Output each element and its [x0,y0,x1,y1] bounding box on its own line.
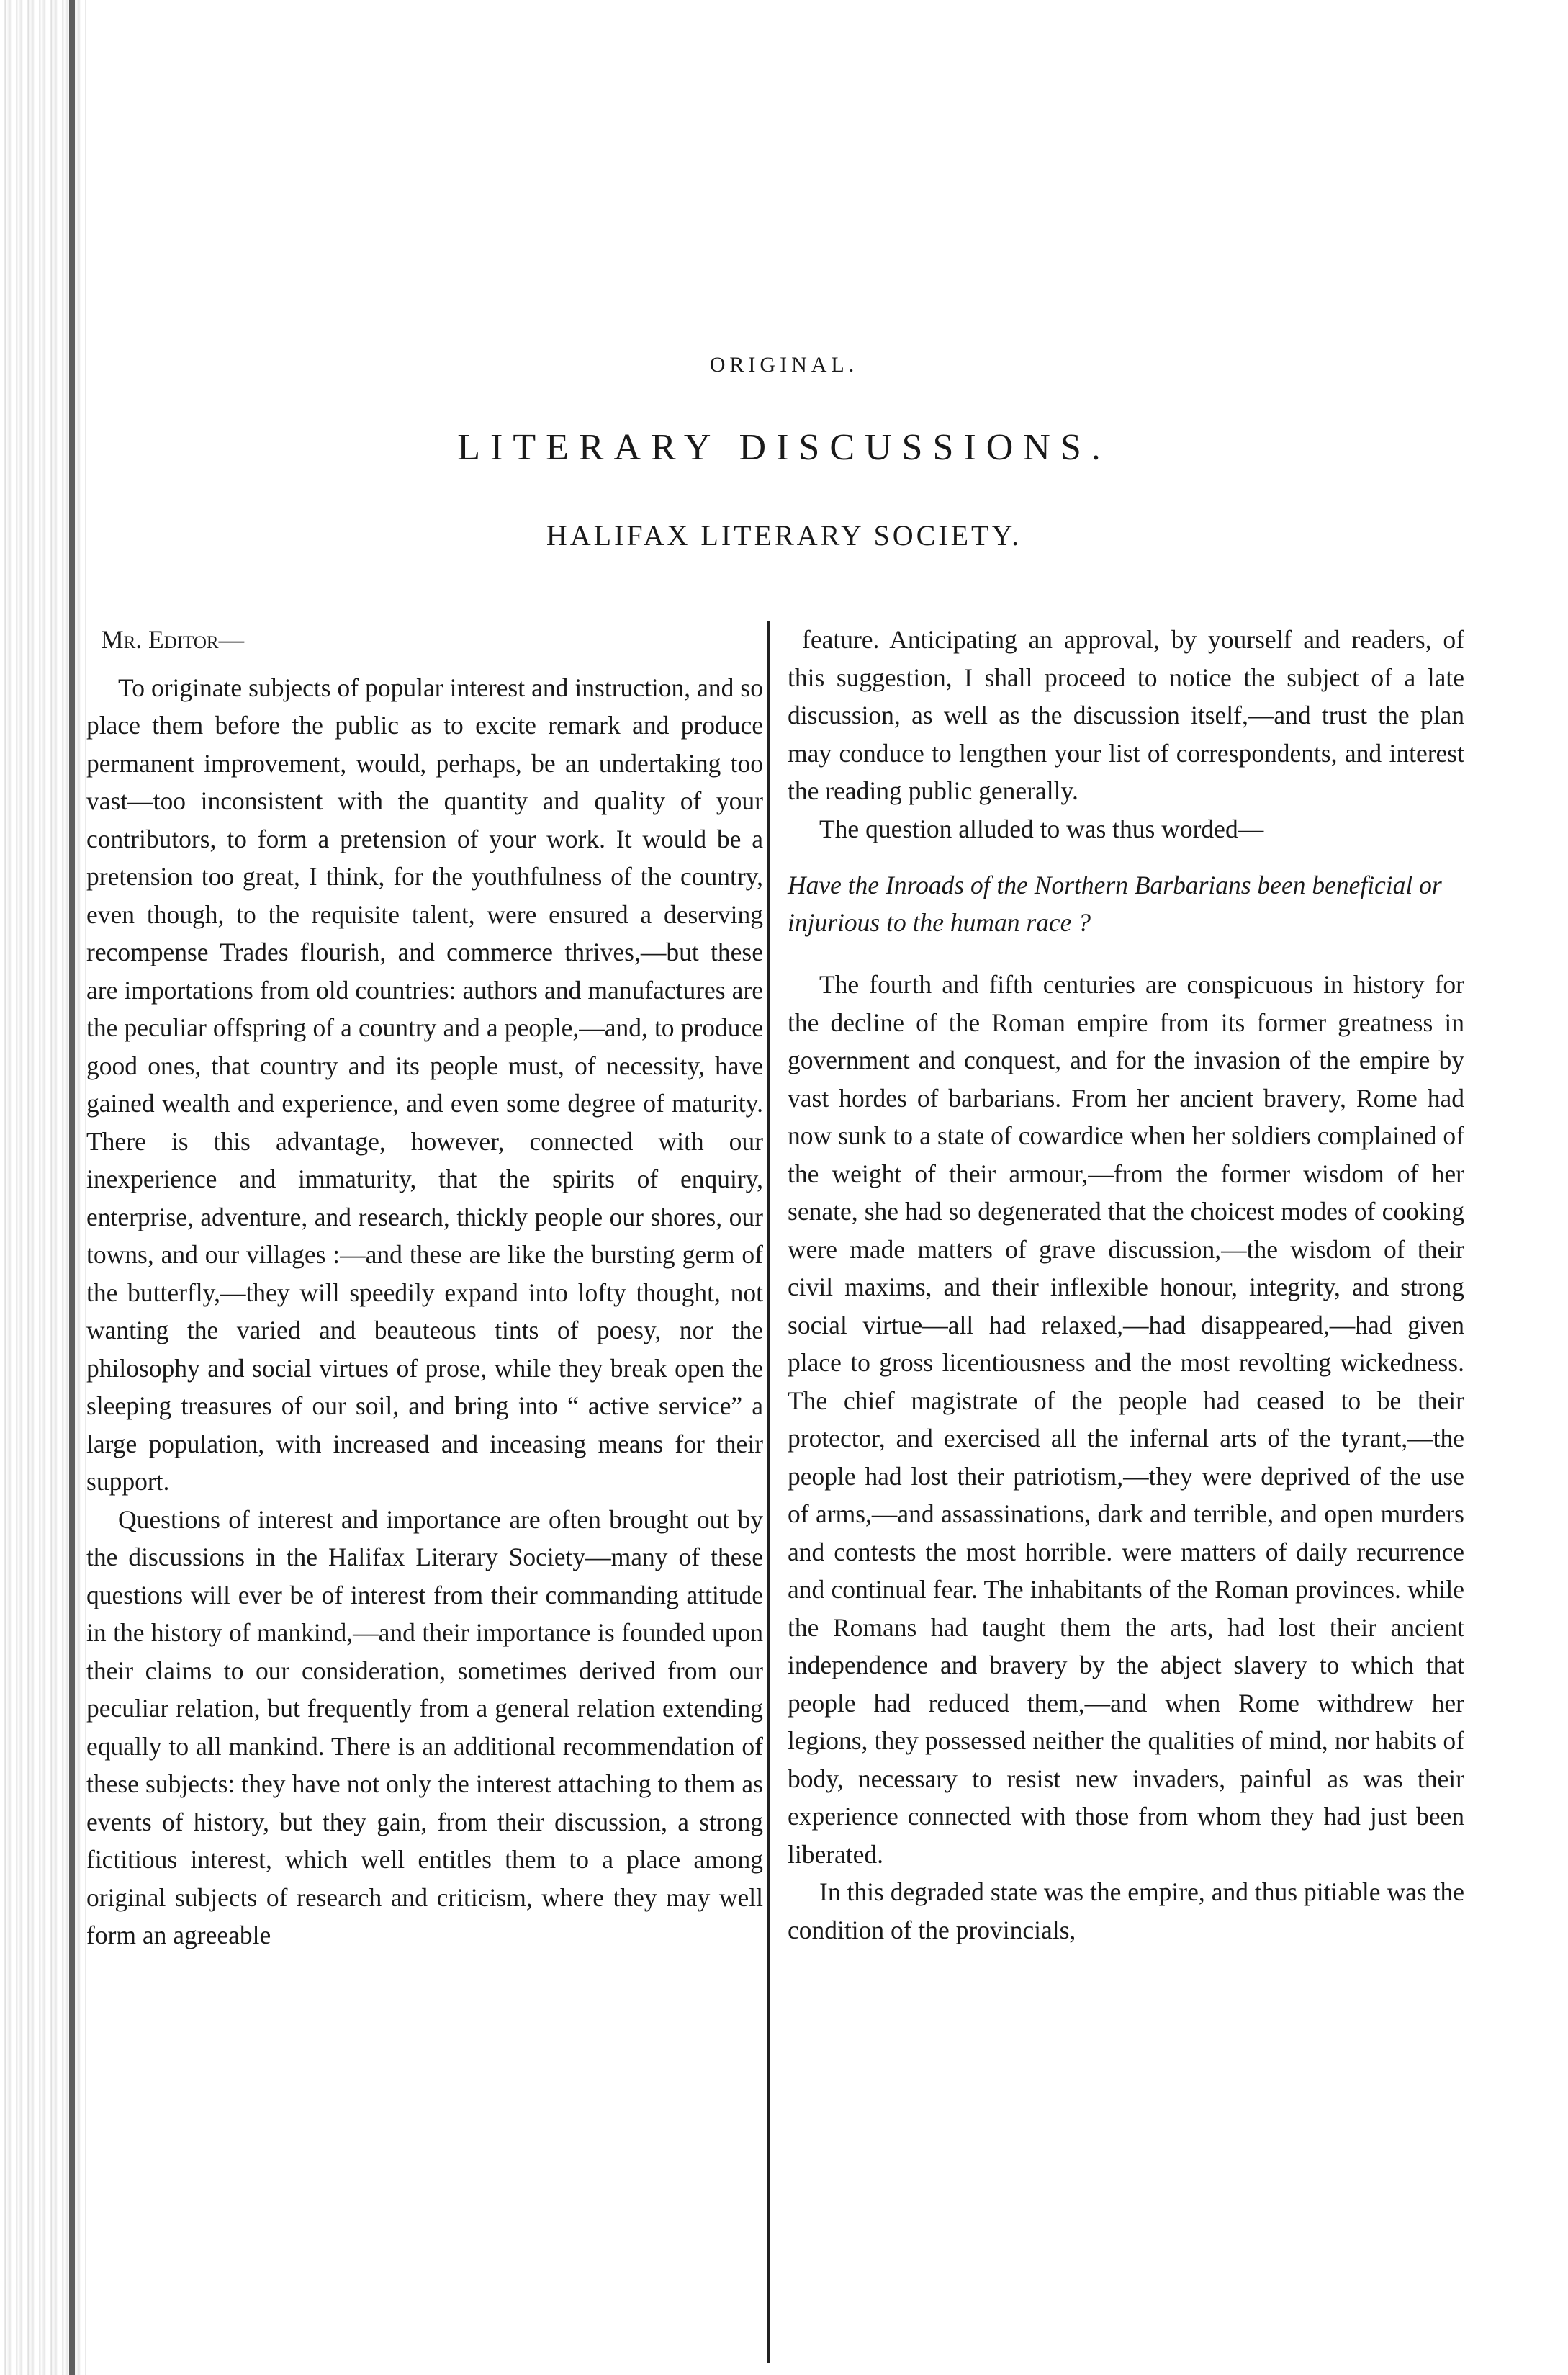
debate-question: Have the Inroads of the Northern Barbarians been beneficial or injurious to the human race ? [788,871,1442,937]
paragraph: Questions of interest and importance are often brought out by the discussions in the Halifax Literary Society—many of these questions will ever be of interest from their commanding attitude in the history of mankind,—and their importance is founded upon their claims to our consideration, sometimes derived from our peculiar relation, but frequently from a general relation extending equally to all mankind. There is an additional recommendation of these subjects: they have not only the interest attaching to them as events of history, but they gain, from their discussion, a strong fictitious interest, which well entitles them to a place among original subjects of research and criticism, where they may well form an agreeable [86,1504,763,1949]
paragraph: To originate subjects of popular interest and instruction, and so place them before the public as to excite remark and produce permanent improvement, would, perhaps, be an undertaking too vast—too inconsistent with the quantity and quality of your contributors, to form a pretension of your work. It would be a pretension too great, I think, for the youthfulness of the country, even though, to the requisite talent, were ensured a deserving recompense Trades flourish, and commerce thrives,—but these are importations from old countries: authors and manufactures are the peculiar offspring of a country and a people,—and, to produce good ones, that country and its people must, of necessity, have gained wealth and experience, and even some degree of maturity. There is this advantage, however, connected with our inexperience and immaturity, that the spirits of enquiry, enterprise, adventure, and research, thickly people our shores, our towns, and our villages :—and these are like the bursting germ of the butterfly,—they will speedily expand into lofty thought, not wanting the varied and beauteous tints of poesy, nor the philosophy and social virtues of prose, while they break open the sleeping treasures of our soil, and bring into “ active service” a large population, with increased and inceasing means for their support. [86,673,763,1496]
paragraph: The fourth and fifth centuries are conspicuous in history for the decline of the Roman empire from its former greatness in government and conquest, and for the invasion of the empire by vast hordes of barbarians. From her ancient bravery, Rome had now sunk to a state of cowardice when her soldiers complained of the weight of their armour,—from the former wisdom of her senate, she had so degenerated that the choicest modes of cooking were made matters of grave discussion,—the wisdom of their civil maxims, and their inflexible honour, integrity, and strong social virtue—all had relaxed,—had disappeared,—had given place to gross licentiousness and the most revolting wickedness. The chief magistrate of the people had ceased to be their protector, and exercised all the infernal arts of the tyrant,—the people had lost their patriotism,—they were deprived of the use of arms,—and assassinations, dark and terrible, and open murders and contests the most horrible. were matters of daily recurrence and continual fear. The inhabitants of the Roman provinces. while the Romans had taught them the arts, had lost their ancient independence and bravery by the abject slavery to which that people had reduced them,—and when Rome withdrew her legions, they possessed neither the qualities of mind, nor habits of body, necessary to resist new invaders, painful as was their experience connected with those from whom they had just been liberated. [788,970,1464,1869]
column-divider [767,621,770,2363]
paragraph: feature. Anticipating an approval, by yourself and readers, of this suggestion, I shall proceed to notice the subject of a late discussion, as well as the discussion itself,—and trust the plan may conduce to lengthen your list of correspondents, and interest the reading public generally. [788,625,1464,805]
paragraph: In this degraded state was the empire, and thus pitiable was the condition of the provincials, [788,1877,1464,1944]
right-column [788,621,1464,1949]
section-label: ORIGINAL. [709,353,859,377]
article-title: LITERARY DISCUSSIONS. [457,427,1111,468]
paragraph: The question alluded to was thus worded— [819,814,1264,843]
letter-greeting: Mr. Editor— [101,625,245,654]
article-subtitle: HALIFAX LITERARY SOCIETY. [546,519,1022,552]
left-column [86,621,763,1954]
